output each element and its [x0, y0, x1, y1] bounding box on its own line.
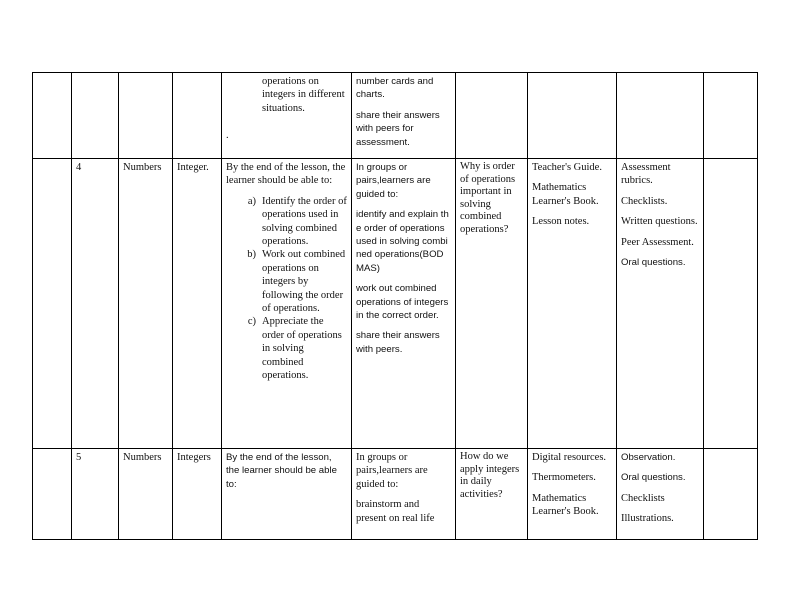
experience-item: In groups or pairs,learners are guided to: [356, 162, 431, 200]
resource-item: Mathematics Learner's Book. [532, 492, 599, 518]
outcomes-cell [222, 449, 352, 540]
inquiry-cell [456, 73, 528, 159]
outcome-marker: c) [247, 316, 256, 328]
blank-cell [33, 73, 72, 159]
table-row [33, 73, 758, 159]
assessment-item: Peer Assessment. [621, 236, 694, 248]
sub-strand-cell: Integer. [173, 159, 222, 449]
strand-cell: Numbers [119, 159, 173, 449]
assessment-item: Oral questions. [621, 472, 686, 484]
assessment-cell [617, 73, 704, 159]
blank-cell [33, 159, 72, 449]
outcome-marker: b) [247, 249, 256, 261]
blank-cell [33, 449, 72, 540]
assessment-item: Checklists. [621, 195, 668, 207]
assessment-item: Assessment rubrics. [621, 162, 671, 187]
experience-item: identify and explain the order of operations used in solving combined operations(BODMAS) [356, 209, 449, 274]
outcome-item [226, 195, 347, 249]
assessment-item: Illustrations. [621, 513, 674, 525]
resources-cell [528, 159, 617, 449]
resources-cell [528, 73, 617, 159]
strand-cell: Numbers [119, 449, 173, 540]
experience-item: In groups or pairs,learners are guided to: [356, 452, 428, 490]
assessment-cell [617, 449, 704, 540]
resource-item: Teacher's Guide. [532, 162, 602, 173]
resource-item: Thermometers. [532, 472, 596, 484]
outcome-continuation: operations on integers in different situations. [262, 76, 345, 114]
experience-item: work out combined operations of integers in the correct order. [356, 283, 449, 322]
assessment-item: Checklists [621, 492, 665, 504]
outcomes-intro: By the end of the lesson, the learner should be able to: [226, 162, 346, 187]
assessment-item: Observation. [621, 452, 676, 463]
table-row [33, 449, 758, 540]
inquiry-cell: How do we apply integers in daily activities? [456, 449, 528, 540]
remarks-cell [704, 449, 758, 540]
outcomes-list [226, 195, 347, 383]
assessment-item: Oral questions. [621, 257, 686, 269]
week-cell: 4 [72, 159, 119, 449]
outcomes-cell [222, 73, 352, 159]
table-row [33, 159, 758, 449]
experience-item: brainstorm and present on real life [356, 499, 435, 524]
outcomes-intro: By the end of the lesson, the learner should be able to: [226, 452, 337, 490]
outcome-text: Identify the order of operations used in solving combined operations. [262, 195, 347, 248]
experiences-cell [352, 449, 456, 540]
resource-item: Digital resources. [532, 452, 607, 463]
remarks-cell [704, 73, 758, 159]
sub-strand-cell [173, 73, 222, 159]
resource-item: Lesson notes. [532, 216, 590, 228]
inquiry-cell: Why is order of operations important in solving combined operations? [456, 159, 528, 449]
experience-item: share their answers with peers for assessment. [356, 109, 440, 148]
week-cell: 5 [72, 449, 119, 540]
outcomes-cell [222, 159, 352, 449]
experiences-cell [352, 73, 456, 159]
experience-item: share their answers with peers. [356, 330, 440, 355]
assessment-item: Written questions. [621, 216, 698, 228]
experiences-cell [352, 159, 456, 449]
scheme-of-work-table [32, 72, 758, 540]
remarks-cell [704, 159, 758, 449]
resources-cell [528, 449, 617, 540]
sub-strand-cell: Integers [173, 449, 222, 540]
strand-cell [119, 73, 173, 159]
week-cell [72, 73, 119, 159]
experience-item: number cards and charts. [356, 76, 434, 101]
assessment-cell [617, 159, 704, 449]
outcome-dot: . [226, 130, 229, 142]
outcome-marker: a) [247, 195, 256, 207]
outcome-text: Work out combined operations on integers by following the order of operations. [262, 249, 346, 315]
outcome-item [226, 248, 347, 315]
resource-item: Mathematics Learner's Book. [532, 182, 599, 207]
outcome-item [226, 315, 347, 382]
outcome-text: Appreciate the order of operations in solving combined operations. [262, 316, 342, 382]
